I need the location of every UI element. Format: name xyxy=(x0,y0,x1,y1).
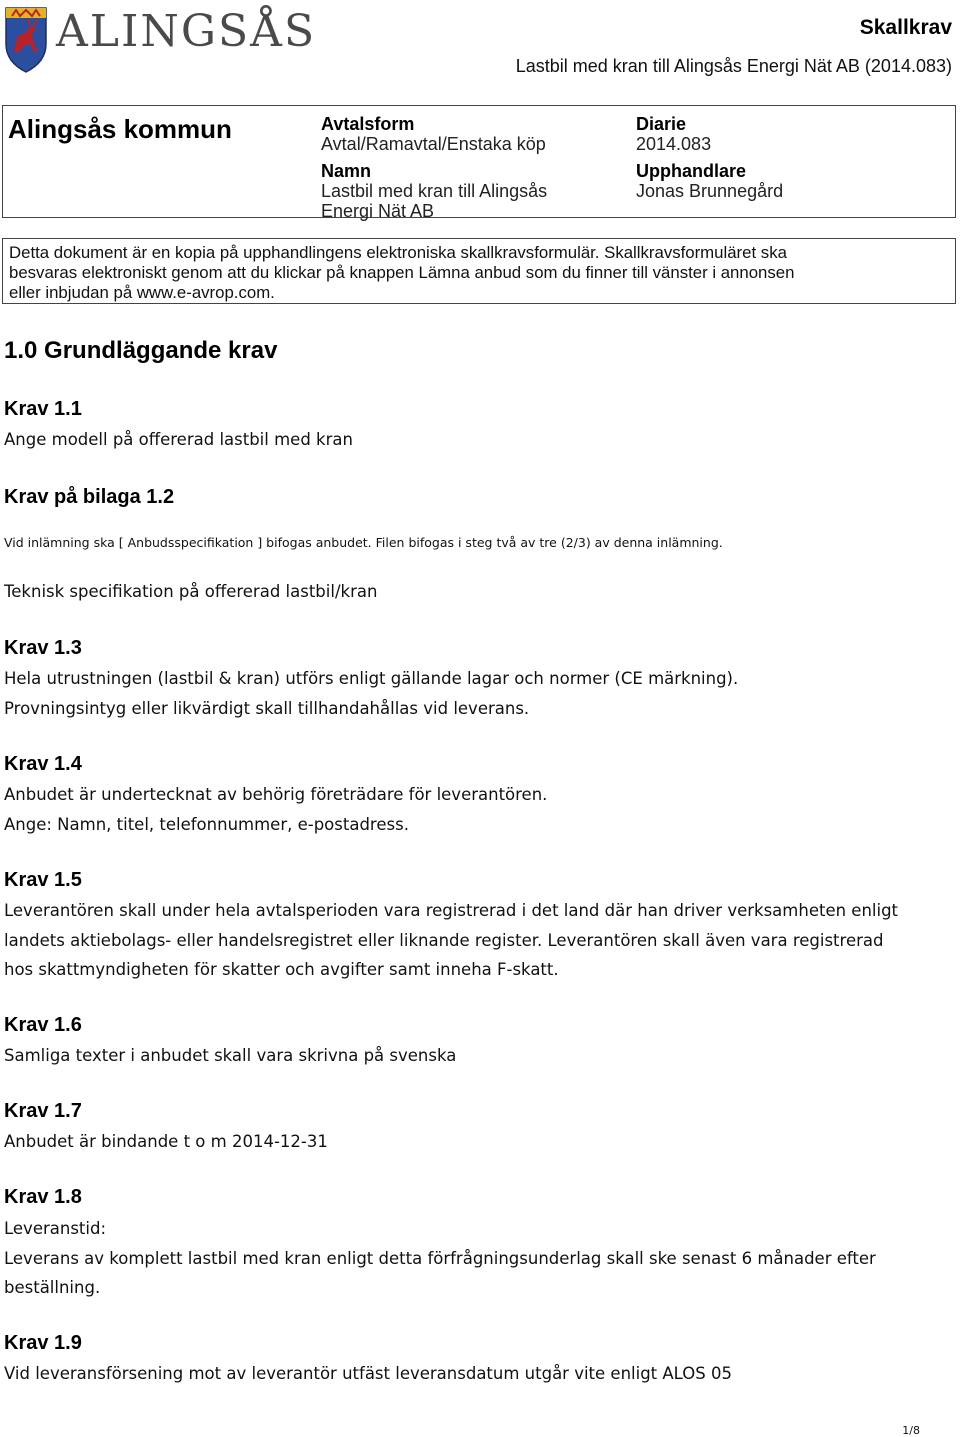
section-title: 1.0 Grundläggande krav xyxy=(4,337,278,364)
krav-1-2-text: Vid inlämning ska [ Anbudsspecifikation ] bifogas anbudet. Filen bifogas i steg två av tre (2/3) av denna inlämning. xyxy=(4,535,723,550)
krav-1-7-text: Anbudet är bindande t o m 2014-12-31 xyxy=(4,1132,328,1151)
organization-name: Alingsås kommun xyxy=(8,114,232,144)
diarie-label: Diarie xyxy=(636,114,687,134)
krav-1-3-line2: Provningsintyg eller likvärdigt skall tillhandahållas vid leverans. xyxy=(4,699,530,718)
coat-of-arms-icon xyxy=(4,4,48,74)
logo-wordmark: ALINGSÅS xyxy=(56,6,317,57)
krav-1-6-text: Samliga texter i anbudet skall vara skrivna på svenska xyxy=(4,1046,457,1065)
krav-1-2-caption: Teknisk specifikation på offererad lastbil/kran xyxy=(4,582,378,601)
krav-1-4-line2: Ange: Namn, titel, telefonnummer, e-postadress. xyxy=(4,815,409,834)
notice-line-3: eller inbjudan på www.e-avrop.com. xyxy=(9,283,275,302)
krav-1-8-line2: Leverans av komplett lastbil med kran enligt detta förfrågningsunderlag skall ske senast 6 månader efter xyxy=(4,1249,876,1268)
krav-1-9-title: Krav 1.9 xyxy=(4,1332,82,1354)
procurement-info-box xyxy=(2,105,956,221)
avtalsform-value: Avtal/Ramavtal/Enstaka köp xyxy=(321,134,546,154)
document-type: Skallkrav xyxy=(859,16,952,39)
avtalsform-label: Avtalsform xyxy=(321,114,415,134)
upphandlare-value: Jonas Brunnegård xyxy=(636,181,784,201)
krav-1-4-title: Krav 1.4 xyxy=(4,753,82,775)
upphandlare-label: Upphandlare xyxy=(636,161,747,181)
krav-1-4-line1: Anbudet är undertecknat av behörig företrädare för leverantören. xyxy=(4,785,548,804)
krav-1-8-line3: beställning. xyxy=(4,1278,101,1297)
krav-1-5-line3: hos skattmyndigheten för skatter och avgifter samt inneha F-skatt. xyxy=(4,960,559,979)
diarie-field xyxy=(636,114,711,154)
krav-1-1-text: Ange modell på offererad lastbil med kran xyxy=(4,430,353,449)
namn-value-line2: Energi Nät AB xyxy=(321,201,435,221)
krav-1-3-title: Krav 1.3 xyxy=(4,637,82,659)
krav-1-1-title: Krav 1.1 xyxy=(4,398,82,420)
namn-value-line1: Lastbil med kran till Alingsås xyxy=(321,181,548,201)
krav-1-6-title: Krav 1.6 xyxy=(4,1014,82,1036)
krav-1-5-line1: Leverantören skall under hela avtalsperioden vara registrerad i det land där han driver verksamheten enligt xyxy=(4,901,899,920)
krav-1-5-line2: landets aktiebolags- eller handelsregistret eller liknande register. Leverantören skall även vara registrerad xyxy=(4,931,884,950)
avtalsform-field xyxy=(321,114,546,154)
diarie-value: 2014.083 xyxy=(636,134,712,154)
namn-field xyxy=(321,161,547,221)
upphandlare-field xyxy=(636,161,783,201)
namn-label: Namn xyxy=(321,161,372,181)
alingsas-logo xyxy=(4,4,317,76)
page-number: 1/8 xyxy=(902,1424,920,1437)
page-header xyxy=(0,0,960,100)
krav-1-8-title: Krav 1.8 xyxy=(4,1186,82,1208)
krav-1-8-line1: Leveranstid: xyxy=(4,1219,107,1238)
notice-line-1: Detta dokument är en kopia på upphandlingens elektroniska skallkravsformulär. Skallkravsformuläret ska xyxy=(9,243,787,262)
krav-1-2-title: Krav på bilaga 1.2 xyxy=(4,486,175,508)
notice-box xyxy=(2,238,956,304)
document-subtitle: Lastbil med kran till Alingsås Energi Nät AB (2014.083) xyxy=(515,56,952,76)
krav-1-9-text: Vid leveransförsening mot av leverantör utfäst leveransdatum utgår vite enligt ALOS 05 xyxy=(4,1364,732,1383)
notice-line-2: besvaras elektroniskt genom att du klickar på knappen Lämna anbud som du finner till vänster i annonsen xyxy=(9,263,795,282)
krav-1-7-title: Krav 1.7 xyxy=(4,1100,82,1122)
krav-1-5-title: Krav 1.5 xyxy=(4,869,82,891)
krav-1-3-line1: Hela utrustningen (lastbil & kran) utförs enligt gällande lagar och normer (CE märkning). xyxy=(4,669,739,688)
